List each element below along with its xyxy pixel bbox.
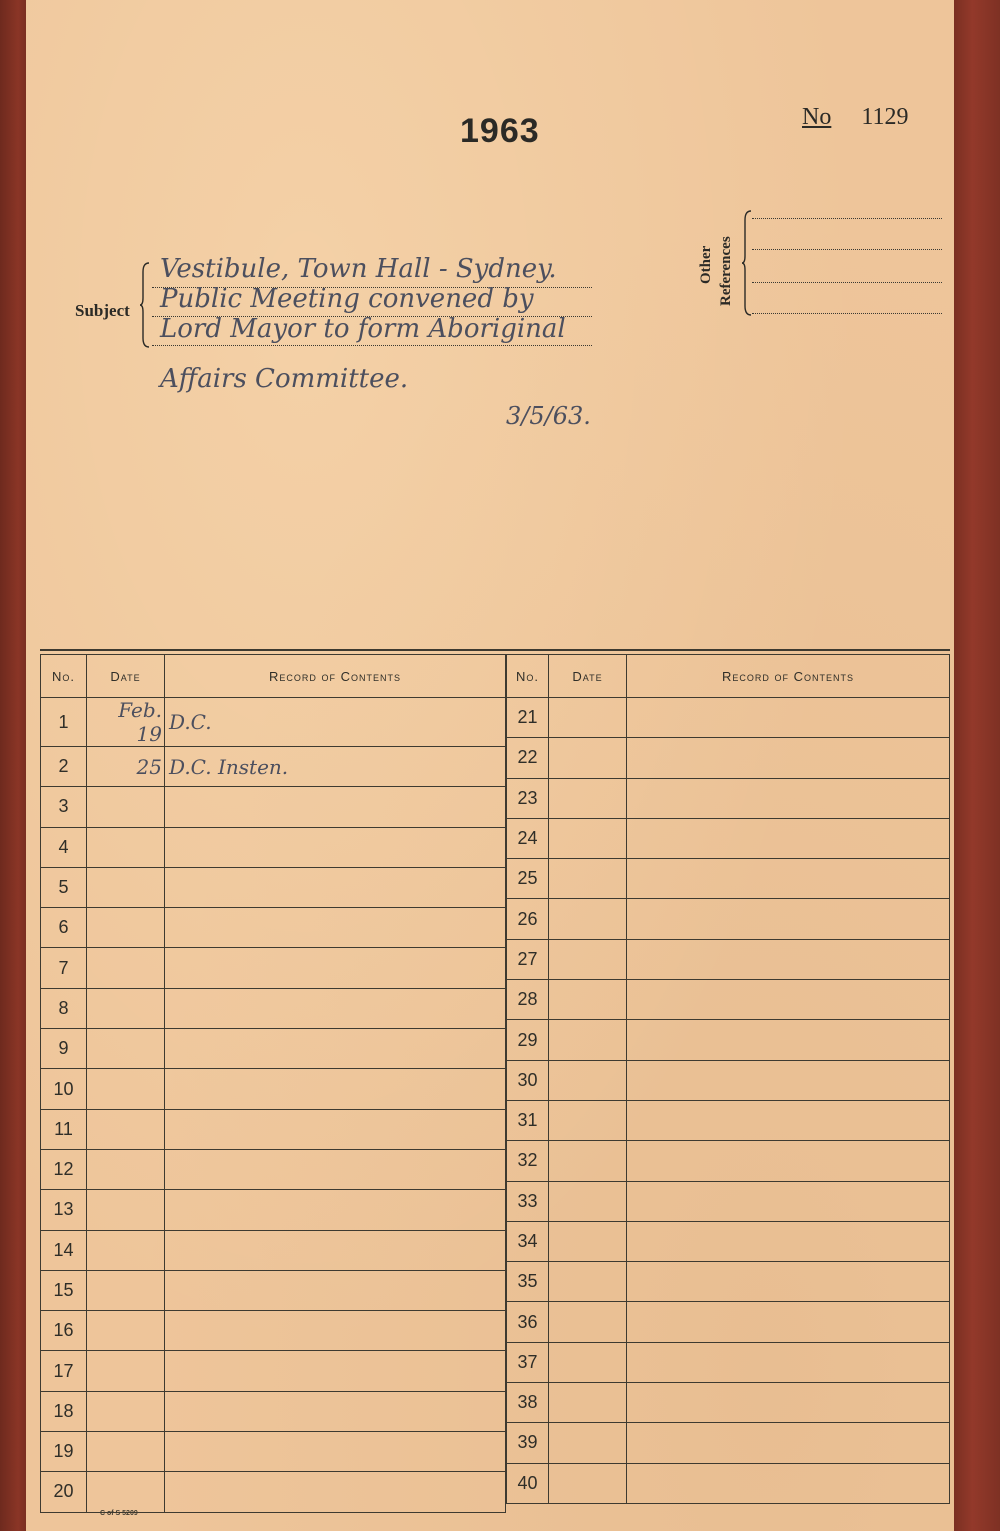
entry-number: 29 xyxy=(507,1020,549,1060)
entry-number: 6 xyxy=(41,908,87,948)
entry-contents xyxy=(165,1069,506,1109)
reference-line-2 xyxy=(752,249,942,250)
table-row xyxy=(41,1029,506,1069)
entry-number: 3 xyxy=(41,787,87,827)
entry-number: 35 xyxy=(507,1262,549,1302)
entry-date xyxy=(87,1432,165,1472)
entry-date xyxy=(549,1221,627,1261)
right-binding-strip xyxy=(954,0,1000,1531)
entry-contents xyxy=(165,787,506,827)
table-row xyxy=(507,1262,950,1302)
entry-contents xyxy=(165,1149,506,1189)
entry-date xyxy=(549,698,627,738)
entry-contents xyxy=(165,1351,506,1391)
table-row xyxy=(507,698,950,738)
table-row xyxy=(41,1149,506,1189)
entry-date: Feb. 19 xyxy=(87,698,165,747)
entry-date xyxy=(549,818,627,858)
entry-number: 21 xyxy=(507,698,549,738)
table-row xyxy=(41,1351,506,1391)
entry-number: 10 xyxy=(41,1069,87,1109)
table-row xyxy=(41,787,506,827)
table-row xyxy=(507,1100,950,1140)
entry-date xyxy=(549,859,627,899)
entry-contents xyxy=(627,778,950,818)
entry-contents xyxy=(165,1432,506,1472)
entry-number: 38 xyxy=(507,1383,549,1423)
entry-number: 5 xyxy=(41,867,87,907)
contents-table-right xyxy=(506,654,950,1504)
table-row xyxy=(507,1181,950,1221)
entry-contents xyxy=(165,1391,506,1431)
table-row xyxy=(507,1302,950,1342)
entry-date xyxy=(87,948,165,988)
references-brace-icon xyxy=(742,210,752,316)
table-row xyxy=(507,1383,950,1423)
entry-date xyxy=(549,1342,627,1382)
entry-date xyxy=(549,899,627,939)
table-row xyxy=(41,1311,506,1351)
entry-number: 20 xyxy=(41,1472,87,1512)
form-code: C of S 5209 xyxy=(100,1510,138,1517)
table-row xyxy=(507,778,950,818)
entry-number: 36 xyxy=(507,1302,549,1342)
entry-contents xyxy=(165,1109,506,1149)
entry-number: 18 xyxy=(41,1391,87,1431)
subject-label: Subject xyxy=(75,301,130,320)
subject-date: 3/5/63. xyxy=(506,402,591,430)
entry-number: 40 xyxy=(507,1463,549,1503)
table-row xyxy=(507,738,950,778)
entry-contents xyxy=(627,939,950,979)
entry-contents xyxy=(627,698,950,738)
entry-number: 22 xyxy=(507,738,549,778)
entry-contents xyxy=(165,988,506,1028)
entry-contents xyxy=(627,1100,950,1140)
entry-number: 37 xyxy=(507,1342,549,1382)
entry-date xyxy=(549,1020,627,1060)
entry-number: 16 xyxy=(41,1311,87,1351)
table-row xyxy=(41,1230,506,1270)
entry-number: 32 xyxy=(507,1141,549,1181)
entry-contents xyxy=(627,899,950,939)
entry-contents xyxy=(627,1302,950,1342)
entry-date xyxy=(549,1181,627,1221)
entry-number: 9 xyxy=(41,1029,87,1069)
reference-line-3 xyxy=(752,282,942,283)
subject-line-3-rule xyxy=(152,345,592,346)
table-row xyxy=(41,988,506,1028)
entry-date xyxy=(87,867,165,907)
header-date: Date xyxy=(87,655,165,698)
table-row xyxy=(41,867,506,907)
other-references-line-1: Other xyxy=(698,245,714,284)
table-row xyxy=(41,1270,506,1310)
entry-date: 25 xyxy=(87,747,165,787)
entry-contents xyxy=(165,948,506,988)
year-heading: 1963 xyxy=(460,112,540,150)
entry-date xyxy=(87,1472,165,1512)
table-row xyxy=(41,1109,506,1149)
table-row xyxy=(507,1463,950,1503)
entry-date xyxy=(549,1141,627,1181)
table-row xyxy=(41,827,506,867)
table-row xyxy=(507,1423,950,1463)
entry-contents xyxy=(627,1262,950,1302)
entry-number: 7 xyxy=(41,948,87,988)
entry-contents xyxy=(165,1270,506,1310)
entry-date xyxy=(549,778,627,818)
entry-number: 1 xyxy=(41,698,87,747)
entry-contents xyxy=(165,867,506,907)
entry-contents: D.C. xyxy=(165,698,506,747)
entry-date xyxy=(87,1149,165,1189)
entry-date xyxy=(549,1463,627,1503)
entry-contents xyxy=(165,1311,506,1351)
entry-contents xyxy=(627,818,950,858)
entry-contents xyxy=(627,1181,950,1221)
other-references-label xyxy=(696,212,746,312)
entry-number: 30 xyxy=(507,1060,549,1100)
entry-date xyxy=(549,1100,627,1140)
subject-line-4: Affairs Committee. xyxy=(160,364,409,394)
table-row xyxy=(507,859,950,899)
entry-contents xyxy=(627,980,950,1020)
table-header-row xyxy=(507,655,950,698)
table-row xyxy=(507,1221,950,1261)
subject-brace-icon xyxy=(140,262,150,348)
subject-line-3: Lord Mayor to form Aboriginal xyxy=(160,314,566,344)
table-row xyxy=(507,1141,950,1181)
header-no: No. xyxy=(507,655,549,698)
header-contents: Record of Contents xyxy=(165,655,506,698)
entry-contents xyxy=(627,738,950,778)
entry-date xyxy=(87,988,165,1028)
number-label: No xyxy=(802,104,832,130)
entry-date xyxy=(87,787,165,827)
entry-contents xyxy=(627,1060,950,1100)
table-row xyxy=(507,1342,950,1382)
table-row xyxy=(507,939,950,979)
entry-date xyxy=(87,827,165,867)
table-row xyxy=(41,747,506,787)
table-row xyxy=(41,1190,506,1230)
entry-contents xyxy=(165,827,506,867)
entry-contents xyxy=(165,1472,506,1512)
contents-table-left xyxy=(40,654,506,1513)
entry-date xyxy=(549,738,627,778)
entry-date xyxy=(549,1302,627,1342)
entry-number: 31 xyxy=(507,1100,549,1140)
table-row xyxy=(41,948,506,988)
header-date: Date xyxy=(549,655,627,698)
entry-number: 14 xyxy=(41,1230,87,1270)
table-row xyxy=(507,980,950,1020)
entry-date xyxy=(87,1029,165,1069)
entry-contents: D.C. Insten. xyxy=(165,747,506,787)
entry-number: 27 xyxy=(507,939,549,979)
entry-number: 13 xyxy=(41,1190,87,1230)
entry-date xyxy=(549,1423,627,1463)
entry-date xyxy=(87,908,165,948)
table-row xyxy=(507,818,950,858)
entry-contents xyxy=(627,1423,950,1463)
entry-date xyxy=(87,1190,165,1230)
entry-contents xyxy=(165,908,506,948)
subject-line-2: Public Meeting convened by xyxy=(160,284,534,314)
entry-contents xyxy=(627,1463,950,1503)
entry-number: 11 xyxy=(41,1109,87,1149)
left-binding-strip xyxy=(0,0,26,1531)
number-value: 1129 xyxy=(861,104,909,130)
entry-contents xyxy=(165,1230,506,1270)
entry-number: 4 xyxy=(41,827,87,867)
reference-line-4 xyxy=(752,313,942,314)
entry-contents xyxy=(627,1342,950,1382)
entry-contents xyxy=(627,1383,950,1423)
entry-number: 25 xyxy=(507,859,549,899)
header-contents: Record of Contents xyxy=(627,655,950,698)
entry-date xyxy=(549,1262,627,1302)
entry-date xyxy=(87,1069,165,1109)
table-row xyxy=(507,1020,950,1060)
table-row xyxy=(41,1069,506,1109)
file-number xyxy=(802,104,908,131)
entry-date xyxy=(87,1391,165,1431)
entry-date xyxy=(549,1060,627,1100)
table-row xyxy=(507,1060,950,1100)
entry-number: 12 xyxy=(41,1149,87,1189)
entry-number: 15 xyxy=(41,1270,87,1310)
table-row xyxy=(507,899,950,939)
entry-contents xyxy=(165,1190,506,1230)
entry-date xyxy=(549,939,627,979)
entry-number: 28 xyxy=(507,980,549,1020)
entry-contents xyxy=(627,1221,950,1261)
table-row xyxy=(41,908,506,948)
table-top-rule xyxy=(40,649,950,651)
entry-date xyxy=(87,1351,165,1391)
entry-number: 39 xyxy=(507,1423,549,1463)
entry-number: 34 xyxy=(507,1221,549,1261)
entry-number: 2 xyxy=(41,747,87,787)
table-row xyxy=(41,698,506,747)
table-row xyxy=(41,1391,506,1431)
entry-contents xyxy=(627,1020,950,1060)
reference-line-1 xyxy=(752,218,942,219)
entry-date xyxy=(549,980,627,1020)
table-row xyxy=(41,1432,506,1472)
entry-number: 19 xyxy=(41,1432,87,1472)
entry-number: 26 xyxy=(507,899,549,939)
header-no: No. xyxy=(41,655,87,698)
entry-number: 23 xyxy=(507,778,549,818)
entry-date xyxy=(549,1383,627,1423)
entry-number: 17 xyxy=(41,1351,87,1391)
subject-line-1: Vestibule, Town Hall - Sydney. xyxy=(160,254,557,284)
entry-date xyxy=(87,1109,165,1149)
entry-number: 33 xyxy=(507,1181,549,1221)
entry-contents xyxy=(165,1029,506,1069)
other-references-line-2: References xyxy=(718,236,734,306)
entry-date xyxy=(87,1230,165,1270)
entry-number: 24 xyxy=(507,818,549,858)
entry-date xyxy=(87,1270,165,1310)
entry-date xyxy=(87,1311,165,1351)
table-row xyxy=(41,1472,506,1512)
entry-number: 8 xyxy=(41,988,87,1028)
table-header-row xyxy=(41,655,506,698)
entry-contents xyxy=(627,859,950,899)
entry-contents xyxy=(627,1141,950,1181)
